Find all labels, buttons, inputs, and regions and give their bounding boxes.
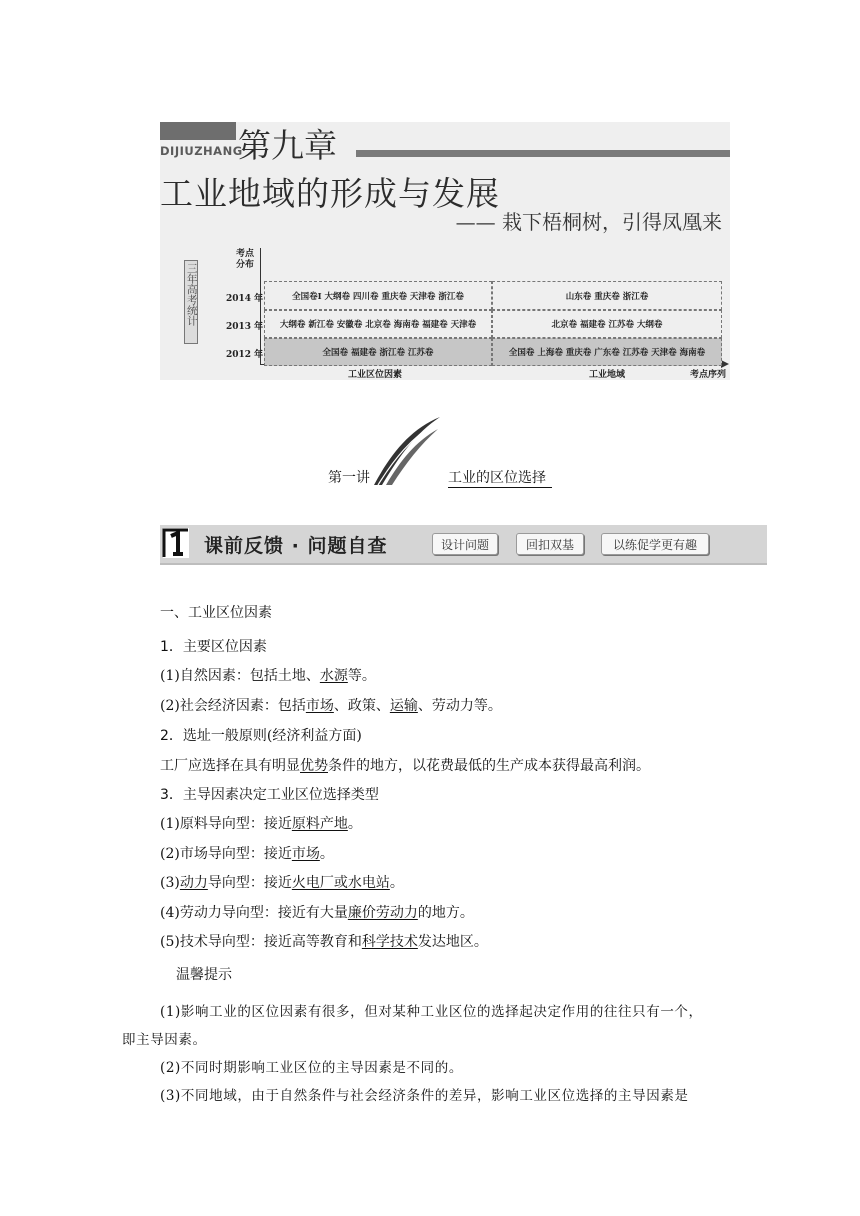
subheading-dominant-factors: 3．主导因素决定工业区位选择类型 [160, 787, 379, 803]
cell-2014-regions: 山东卷 重庆卷 浙江卷 [492, 281, 722, 310]
text: (经济利益方面) [266, 728, 362, 744]
list-item-power [160, 874, 404, 892]
answer-blank: 运输 [389, 698, 418, 714]
lecture-number: 第一讲 [328, 470, 370, 486]
text: 发达地区。 [417, 934, 488, 950]
tip-paragraph-1-cont: 即主导因素。 [122, 1032, 207, 1048]
chapter-number: 第九章 [238, 126, 337, 165]
list-item-raw-material [160, 815, 362, 833]
list-item-labor [160, 904, 474, 922]
x-label-factors: 工业区位因素 [348, 370, 403, 380]
cell-2012-factors: 全国卷 福建卷 浙江卷 江苏卷 [264, 338, 492, 366]
answer-blank: 动力 [179, 875, 208, 891]
three-year-stats-text: 三年高考统计 [185, 263, 198, 326]
paragraph-socioeconomic-factors [160, 697, 502, 715]
year-label: 2012 年 [226, 350, 264, 360]
chapter-title: 工业地域的形成与发展 [160, 174, 500, 213]
three-year-stats-label [184, 260, 198, 344]
chapter-banner [160, 122, 730, 380]
text: (3) [160, 875, 180, 891]
banner-dark-bar [160, 122, 236, 140]
tip-paragraph-2: (2)不同时期影响工业区位的主导因素是不同的。 [160, 1060, 463, 1076]
section-number-icon [162, 527, 190, 559]
tip-paragraph-3: (3)不同地域，由于自然条件与社会经济条件的差异，影响工业区位选择的主导因素是 [160, 1088, 689, 1104]
x-label-regions: 工业地域 [589, 370, 626, 380]
list-item-technology [160, 933, 488, 951]
text: 。 [319, 846, 334, 862]
answer-blank: 市场 [305, 698, 334, 714]
cell-2012-regions: 全国卷 上海卷 重庆卷 广东卷 江苏卷 天津卷 海南卷 [492, 338, 722, 366]
year-label: 2013 年 [226, 322, 264, 332]
answer-blank: 水源 [319, 668, 348, 684]
text: (1)自然因素：包括土地、 [160, 668, 320, 684]
section-title: 课前反馈 · 问题自查 [204, 535, 388, 557]
cell-2014-factors: 全国卷Ⅰ 大纲卷 四川卷 重庆卷 天津卷 浙江卷 [264, 281, 492, 310]
distribution-header: 考点 分布 [236, 249, 255, 270]
tip-paragraph-1: (1)影响工业的区位因素有很多，但对某种工业区位的选择起决定作用的往往只有一个， [160, 1004, 703, 1020]
text: 工厂应选择在具有明显 [160, 758, 300, 774]
text: 等。 [347, 668, 376, 684]
practice-fun-button[interactable]: 以练促学更有趣 [601, 533, 709, 555]
text: 、劳动力等。 [417, 698, 502, 714]
x-label-sequence: 考点序列 [690, 370, 727, 380]
answer-blank: 廉价劳动力 [347, 905, 418, 921]
chapter-subtitle: —— 栽下梧桐树，引得凤凰来 [455, 210, 722, 234]
lecture-title: 工业的区位选择 [448, 467, 552, 488]
text: 条件的地方，以花费最低的生产成本获得最高利润。 [328, 758, 650, 774]
text: (4)劳动力导向型：接近有大量 [160, 905, 348, 921]
text: (1)原料导向型：接近 [160, 816, 292, 832]
text: (2)社会经济因素：包括 [160, 698, 306, 714]
review-basics-button[interactable]: 回扣双基 [516, 533, 584, 555]
text: (5)技术导向型：接近高等教育和 [160, 934, 362, 950]
text: (2)市场导向型：接近 [160, 846, 292, 862]
tip-title: 温馨提示 [176, 967, 232, 983]
swoosh-icon [372, 415, 442, 487]
chapter-pinyin: DIJIUZHANG [160, 144, 243, 158]
answer-blank: 火电厂或水电站 [291, 875, 390, 891]
banner-right-bar [356, 150, 730, 157]
answer-blank: 科学技术 [361, 934, 418, 950]
text: 、政策、 [333, 698, 390, 714]
text: 。 [347, 816, 362, 832]
text: 的地方。 [417, 905, 474, 921]
list-item-market [160, 845, 334, 863]
year-label: 2014 年 [226, 294, 264, 304]
text: 导向型：接近 [207, 875, 292, 891]
answer-blank: 优势 [300, 758, 328, 774]
paragraph-natural-factors [160, 667, 376, 685]
text: 2．选址一般原则 [160, 728, 267, 744]
paragraph-site-principle [160, 757, 650, 775]
subheading-site-principle [160, 727, 362, 745]
cell-2013-factors: 大纲卷 新江卷 安徽卷 北京卷 海南卷 福建卷 天津卷 [264, 310, 492, 338]
heading-industrial-factors: 一、工业区位因素 [160, 605, 272, 621]
answer-blank: 市场 [291, 846, 320, 862]
cell-2013-regions: 北京卷 福建卷 江苏卷 大纲卷 [492, 310, 722, 338]
subheading-main-factors: 1．主要区位因素 [160, 639, 267, 655]
design-question-button[interactable]: 设计问题 [432, 533, 498, 555]
section-bar [160, 525, 767, 565]
answer-blank: 原料产地 [291, 816, 348, 832]
text: 。 [389, 875, 404, 891]
